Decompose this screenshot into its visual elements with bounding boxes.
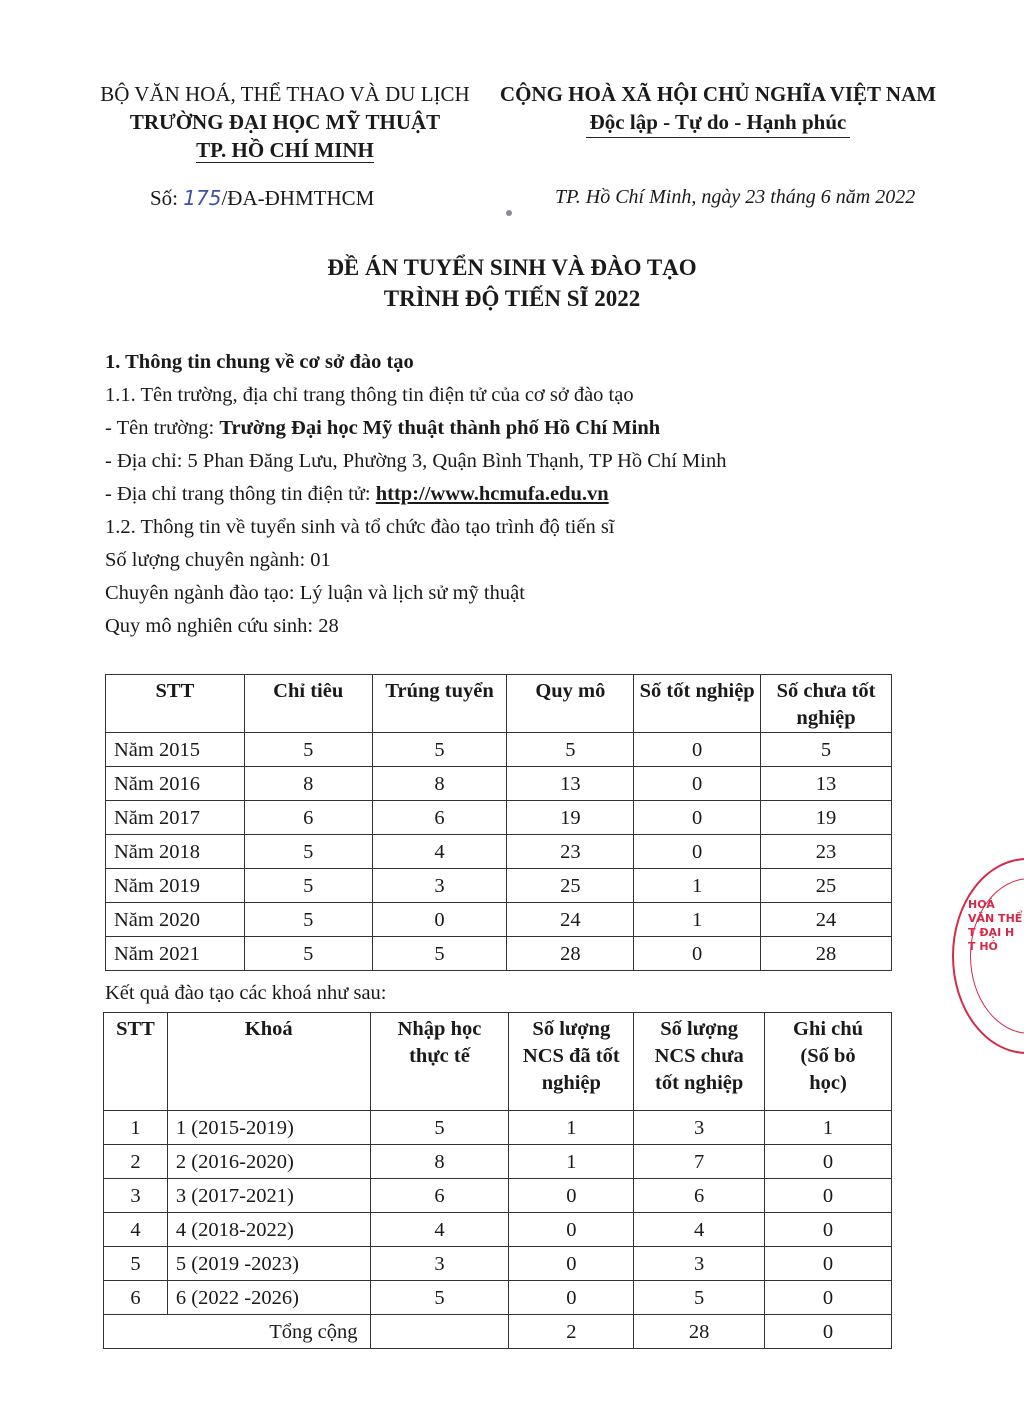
majors-count: Số lượng chuyên ngành: 01	[105, 549, 331, 571]
website-link[interactable]: http://www.hcmufa.edu.vn	[375, 483, 609, 505]
table-cell	[370, 1315, 509, 1349]
table-cell: 25	[507, 869, 634, 903]
table-cell: Năm 2016	[106, 767, 245, 801]
enrollment-table	[105, 674, 892, 971]
table-cell: 23	[761, 835, 892, 869]
table-cell: 2 (2016-2020)	[167, 1145, 370, 1179]
table-cell: 3	[372, 869, 507, 903]
university-name: TRƯỜNG ĐẠI HỌC MỸ THUẬT	[129, 110, 441, 134]
table-row	[106, 733, 892, 767]
table-cell: 7	[634, 1145, 765, 1179]
table-cell: 2	[104, 1145, 168, 1179]
table-cell: 2	[509, 1315, 634, 1349]
table-cell: 3	[370, 1247, 509, 1281]
table-row	[106, 835, 892, 869]
total-row	[104, 1315, 892, 1349]
table-cell: Năm 2015	[106, 733, 245, 767]
table-cell: 8	[244, 767, 372, 801]
table-cell: 5	[244, 903, 372, 937]
table-cell: 6	[244, 801, 372, 835]
document-number	[150, 186, 374, 211]
school-name-line	[105, 412, 925, 445]
results-caption: Kết quả đào tạo các khoá như sau:	[105, 982, 387, 1004]
total-label: Tổng cộng	[104, 1315, 371, 1349]
header-cell: Số chưa tốt nghiệp	[761, 675, 892, 733]
header-cell: Trúng tuyển	[372, 675, 507, 733]
seal-text: HOÁ VĂN THỂ T ĐẠI H T HÓ	[968, 898, 1023, 953]
address-line: - Địa chỉ: 5 Phan Đăng Lưu, Phường 3, Quận Bình Thạnh, TP Hồ Chí Minh	[105, 450, 727, 472]
table-cell: 1	[509, 1145, 634, 1179]
table-cell: 8	[372, 767, 507, 801]
table-header-row	[104, 1013, 892, 1111]
table-cell: 3	[104, 1179, 168, 1213]
table-cell: 4	[634, 1213, 765, 1247]
table-cell: 4	[104, 1213, 168, 1247]
table-cell: 0	[765, 1247, 892, 1281]
table-cell: 5	[761, 733, 892, 767]
table-cell: 0	[634, 937, 761, 971]
table-cell: Năm 2018	[106, 835, 245, 869]
table-cell: 24	[507, 903, 634, 937]
number-prefix: Số:	[150, 186, 184, 210]
table-cell: 0	[634, 801, 761, 835]
table-cell: 5	[370, 1281, 509, 1315]
header-cell: Số lượng NCS đã tốt nghiệp	[509, 1013, 634, 1111]
training-results-table	[103, 1012, 892, 1349]
table-cell: 6	[372, 801, 507, 835]
section-heading: 1. Thông tin chung về cơ sở đào tạo	[105, 351, 414, 373]
table-cell: 1 (2015-2019)	[167, 1111, 370, 1145]
table-row	[104, 1179, 892, 1213]
table-cell: 5	[372, 937, 507, 971]
title-line-1: ĐỀ ÁN TUYỂN SINH VÀ ĐÀO TẠO	[327, 255, 697, 280]
table-cell: 5 (2019 -2023)	[167, 1247, 370, 1281]
table-cell: Năm 2017	[106, 801, 245, 835]
table-cell: 0	[765, 1145, 892, 1179]
handwritten-number: 175	[183, 186, 222, 210]
header-cell: STT	[104, 1013, 168, 1111]
document-body	[105, 346, 925, 643]
table-cell: 1	[634, 903, 761, 937]
table-row	[104, 1247, 892, 1281]
header-cell: Khoá	[167, 1013, 370, 1111]
table-row	[106, 801, 892, 835]
state-header	[488, 80, 948, 138]
title-line-2: TRÌNH ĐỘ TIẾN SĨ 2022	[383, 286, 641, 311]
header-cell: Số lượng NCS chưa tốt nghiệp	[634, 1013, 765, 1111]
student-scale: Quy mô nghiên cứu sinh: 28	[105, 615, 339, 637]
table-row	[106, 767, 892, 801]
table-cell: 5	[244, 835, 372, 869]
table-cell: 5	[244, 733, 372, 767]
table-cell: 0	[634, 733, 761, 767]
table-cell: 6	[104, 1281, 168, 1315]
header-cell: Nhập học thực tế	[370, 1013, 509, 1111]
table-cell: 19	[761, 801, 892, 835]
table-cell: 1	[104, 1111, 168, 1145]
table-cell: 0	[509, 1213, 634, 1247]
website-line	[105, 478, 925, 511]
table-cell: 8	[370, 1145, 509, 1179]
table-row	[106, 937, 892, 971]
table-cell: 4 (2018-2022)	[167, 1213, 370, 1247]
table-cell: 5	[634, 1281, 765, 1315]
table-cell: 28	[761, 937, 892, 971]
table-row	[104, 1213, 892, 1247]
school-name-label: - Tên trường:	[105, 417, 220, 439]
table-cell: 23	[507, 835, 634, 869]
table-cell: Năm 2020	[106, 903, 245, 937]
header-cell: Ghi chú (Số bỏ học)	[765, 1013, 892, 1111]
header-cell: Số tốt nghiệp	[634, 675, 761, 733]
table-cell: 28	[634, 1315, 765, 1349]
table-cell: 4	[370, 1213, 509, 1247]
table-cell: 6	[370, 1179, 509, 1213]
national-motto: Độc lập - Tự do - Hạnh phúc	[586, 108, 851, 138]
document-title	[0, 252, 1024, 314]
table-cell: 0	[372, 903, 507, 937]
table-cell: 5	[507, 733, 634, 767]
table-cell: 0	[765, 1213, 892, 1247]
table-cell: 0	[634, 767, 761, 801]
website-label: - Địa chỉ trang thông tin điện tử:	[105, 483, 376, 505]
subsection-1-2: 1.2. Thông tin về tuyển sinh và tổ chức đào tạo trình độ tiến sĩ	[105, 516, 615, 538]
table-cell: 1	[765, 1111, 892, 1145]
table-cell: 6 (2022 -2026)	[167, 1281, 370, 1315]
table-cell: 6	[634, 1179, 765, 1213]
table-header-row	[106, 675, 892, 733]
table-cell: 3	[634, 1247, 765, 1281]
table-cell: 1	[509, 1111, 634, 1145]
table-row	[104, 1145, 892, 1179]
table-row	[106, 869, 892, 903]
table-cell: 0	[765, 1315, 892, 1349]
table-cell: 1	[634, 869, 761, 903]
table-row	[106, 903, 892, 937]
table-cell: 25	[761, 869, 892, 903]
table-row	[104, 1281, 892, 1315]
table-cell: 19	[507, 801, 634, 835]
number-suffix: /ĐA-ĐHMTHCM	[221, 186, 375, 210]
table-cell: 3	[634, 1111, 765, 1145]
header-cell: Chỉ tiêu	[244, 675, 372, 733]
table-cell: 3 (2017-2021)	[167, 1179, 370, 1213]
subsection-1-1: 1.1. Tên trường, địa chỉ trang thông tin điện tử của cơ sở đào tạo	[105, 384, 634, 406]
table-cell: 5	[244, 869, 372, 903]
table-cell: 5	[372, 733, 507, 767]
table-cell: 13	[761, 767, 892, 801]
major-name: Chuyên ngành đào tạo: Lý luận và lịch sử mỹ thuật	[105, 582, 525, 604]
table-cell: 5	[244, 937, 372, 971]
table-cell: 0	[765, 1179, 892, 1213]
table-cell: 0	[509, 1247, 634, 1281]
table-cell: 0	[509, 1281, 634, 1315]
ink-dot	[506, 210, 512, 216]
table-cell: 5	[104, 1247, 168, 1281]
document-date: TP. Hồ Chí Minh, ngày 23 tháng 6 năm 2022	[555, 186, 916, 208]
table-cell: Năm 2019	[106, 869, 245, 903]
header-cell: Quy mô	[507, 675, 634, 733]
table-cell: 0	[509, 1179, 634, 1213]
university-city: TP. HỒ CHÍ MINH	[196, 138, 374, 162]
table-cell: 5	[370, 1111, 509, 1145]
table-row	[104, 1111, 892, 1145]
table-cell: 13	[507, 767, 634, 801]
issuer-header	[90, 80, 480, 164]
table-cell: 0	[765, 1281, 892, 1315]
ministry-name: BỘ VĂN HOÁ, THỂ THAO VÀ DU LỊCH	[100, 82, 470, 106]
table-cell: 0	[634, 835, 761, 869]
table-cell: Năm 2021	[106, 937, 245, 971]
table-cell: 24	[761, 903, 892, 937]
table-cell: 28	[507, 937, 634, 971]
republic-name: CỘNG HOÀ XÃ HỘI CHỦ NGHĨA VIỆT NAM	[499, 82, 937, 106]
header-cell: STT	[106, 675, 245, 733]
school-name-value: Trường Đại học Mỹ thuật thành phố Hồ Chí Minh	[219, 417, 661, 439]
table-cell: 4	[372, 835, 507, 869]
